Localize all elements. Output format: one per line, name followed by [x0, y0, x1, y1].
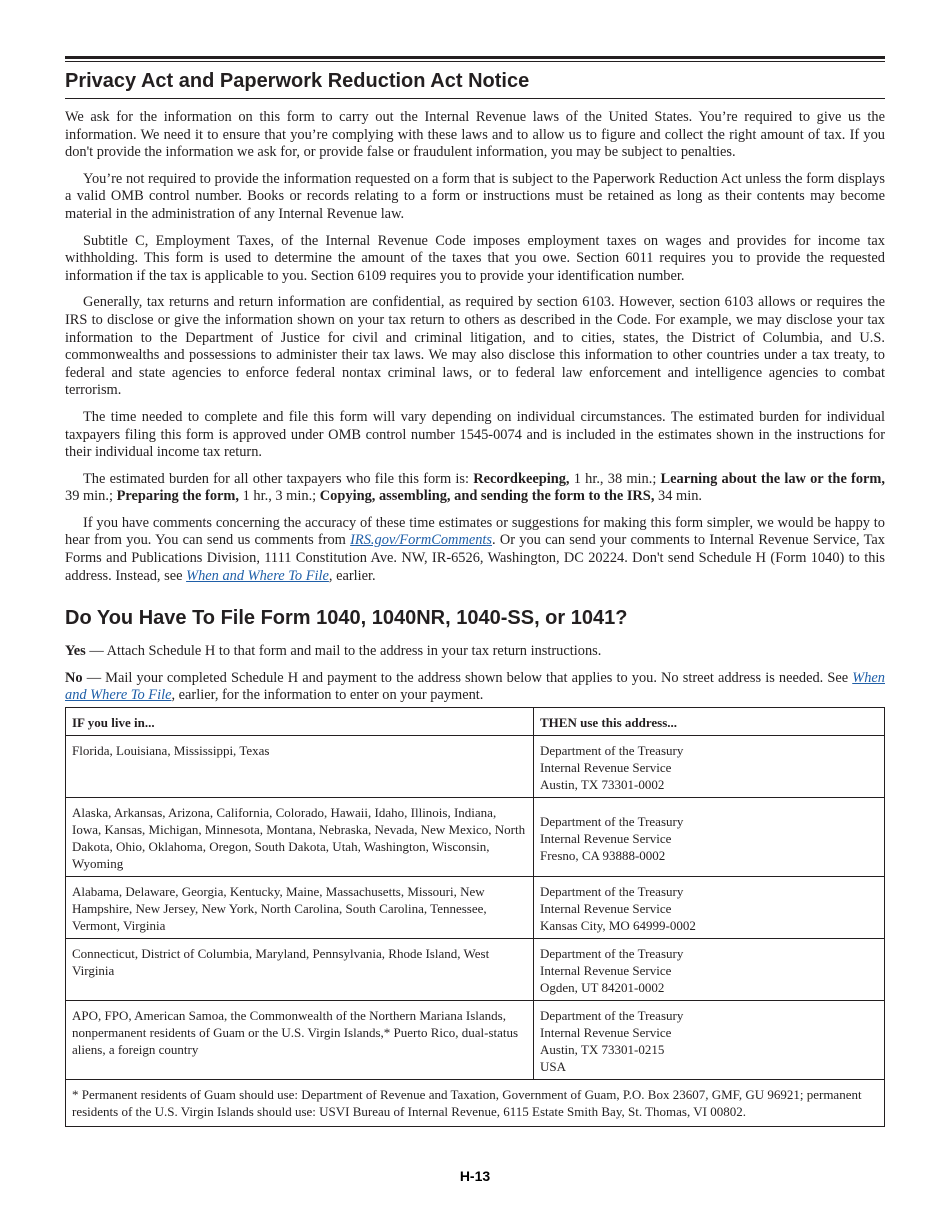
burden-preparing-label: Preparing the form, — [116, 488, 240, 505]
yes-text: — Attach Schedule H to that form and mail to the address in your tax return instructions. — [85, 643, 602, 660]
address-cell — [534, 939, 885, 1001]
states-cell: Alaska, Arkansas, Arizona, California, Colorado, Hawaii, Idaho, Illinois, Indiana, Iowa, Kansas, Michigan, Minnesota, Montana, Nebraska, Nevada, New Mexico, North Dakota, Ohio, Oklahoma, Oregon, South Dakota, Utah, Washington, Wisconsin, Wyoming — [66, 798, 534, 877]
comments-text-1: If you have comments concerning the accuracy of these time estimates or suggestions for making this form simpler, we would be happy to hear from you. You can send us comments from — [65, 514, 885, 549]
address-cell — [534, 736, 885, 798]
footnote-cell: * Permanent residents of Guam should use: Department of Revenue and Taxation, Government of Guam, P.O. Box 23607, GMF, GU 96921; permanent residents of the U.S. Virgin Islands should use: USVI Bureau of Internal Revenue, 6115 Estate Smith Bay, St. Thomas, VI 00802. — [66, 1080, 885, 1127]
address-line: Internal Revenue Service — [540, 963, 672, 979]
address-line: Department of the Treasury — [540, 813, 684, 829]
table-row — [66, 798, 885, 877]
address-table — [65, 707, 885, 1127]
yes-label: Yes — [65, 643, 86, 660]
header-if-you-live-in: IF you live in... — [66, 708, 534, 736]
address-line: Austin, TX 73301-0215 — [540, 1042, 665, 1058]
table-row — [66, 736, 885, 798]
address-line: Internal Revenue Service — [540, 830, 672, 846]
address-line: Austin, TX 73301-0002 — [540, 777, 665, 793]
comments-paragraph — [65, 515, 885, 585]
no-label: No — [65, 669, 83, 686]
privacy-paragraph-4: Generally, tax returns and return information are confidential, as required by section 6103. However, section 6103 allows or requires the IRS to disclose or give the information shown on your tax return to others as described in the Code. For example, we may disclose your tax information to the Department of Justice for civil and criminal litigation, and to cities, states, the District of Columbia, and U.S. commonwealths and possessions to administer their tax laws. We may also disclose this information to other countries under a tax treaty, to federal and state agencies to enforce federal nontax criminal laws, or to federal law enforcement and intelligence agencies to combat terrorism. — [65, 294, 885, 399]
page-number: H-13 — [459, 1168, 491, 1184]
states-cell: Florida, Louisiana, Mississippi, Texas — [66, 736, 534, 798]
burden-copying-label: Copying, assembling, and sending the form to the IRS, — [319, 488, 655, 505]
yes-paragraph — [65, 643, 885, 661]
states-cell: Alabama, Delaware, Georgia, Kentucky, Maine, Massachusetts, Missouri, New Hampshire, New Jersey, New York, North Carolina, South Carolina, Tennessee, Vermont, Virginia — [66, 877, 534, 939]
privacy-act-heading: Privacy Act and Paperwork Reduction Act Notice — [65, 70, 530, 92]
address-line: Department of the Treasury — [540, 1008, 684, 1024]
table-row — [66, 1001, 885, 1080]
address-cell — [534, 798, 885, 877]
when-where-to-file-link[interactable]: When and Where To File — [186, 567, 329, 584]
address-line: Ogden, UT 84201-0002 — [540, 980, 665, 996]
comments-text-2: . Or you can send your comments to Internal Revenue Service, Tax Forms and Publications Division, 1111 Constitution Ave. NW, IR-6526, Washington, DC 20224. Don't send Schedule H (Form 1040) to this address. Instead, see — [65, 532, 885, 584]
privacy-paragraph-2: You’re not required to provide the information requested on a form that is subject to the Paperwork Reduction Act unless the form displays a valid OMB control number. Books or records relating to a form or instructions must be retained as long as their contents may become material in the administration of any Internal Revenue law. — [65, 170, 885, 222]
states-cell: APO, FPO, American Samoa, the Commonwealth of the Northern Mariana Islands, nonpermanent residents of Guam or the U.S. Virgin Islands,* Puerto Rico, dual-status aliens, a foreign country — [66, 1001, 534, 1080]
table-row — [66, 877, 885, 939]
privacy-paragraph-3: Subtitle C, Employment Taxes, of the Internal Revenue Code imposes employment taxes on wages and provides for income tax withholding. This form is used to determine the amount of the taxes that you owe. Section 6011 requires you to provide the requested information if the tax is applicable to you. Section 6109 requires you to provide your identification number. — [65, 232, 885, 284]
top-rule — [65, 56, 885, 62]
address-line: Internal Revenue Service — [540, 901, 672, 917]
no-paragraph — [65, 670, 885, 705]
burden-intro: The estimated burden for all other taxpayers who file this form is: — [83, 470, 474, 487]
address-cell — [534, 877, 885, 939]
address-line: Internal Revenue Service — [540, 1025, 672, 1041]
page-content — [65, 56, 885, 1127]
burden-copying-time: 34 min. — [654, 488, 702, 505]
comments-text-3: , earlier. — [328, 567, 376, 584]
address-line: Internal Revenue Service — [540, 760, 672, 776]
address-line: USA — [540, 1059, 567, 1075]
burden-recordkeeping-time: 1 hr., 38 min.; — [569, 470, 661, 487]
header-then-use-address: THEN use this address... — [534, 708, 885, 736]
heading-rule — [65, 98, 885, 99]
address-line: Department of the Treasury — [540, 884, 684, 900]
no-text-1: — Mail your completed Schedule H and payment to the address shown below that applies to you. No street address is needed. See — [82, 669, 853, 686]
burden-preparing-time: 1 hr., 3 min.; — [239, 488, 320, 505]
address-line: Fresno, CA 93888-0002 — [540, 847, 666, 863]
table-header-row — [66, 708, 885, 736]
burden-learning-label: Learning about the law or the form, — [660, 470, 885, 487]
table-row — [66, 939, 885, 1001]
states-cell: Connecticut, District of Columbia, Maryland, Pennsylvania, Rhode Island, West Virginia — [66, 939, 534, 1001]
address-line: Department of the Treasury — [540, 743, 684, 759]
form-comments-link[interactable]: IRS.gov/FormComments — [350, 532, 493, 549]
burden-paragraph — [65, 471, 885, 506]
address-cell — [534, 1001, 885, 1080]
filing-heading: Do You Have To File Form 1040, 1040NR, 1040-SS, or 1041? — [65, 607, 628, 630]
privacy-paragraph-5: The time needed to complete and file this form will vary depending on individual circumstances. The estimated burden for individual taxpayers filing this form is approved under OMB control number 1545-0074 and is included in the estimates shown in the instructions for their individual income tax return. — [65, 408, 885, 461]
address-line: Kansas City, MO 64999-0002 — [540, 918, 696, 934]
no-text-2: , earlier, for the information to enter on your payment. — [171, 687, 484, 704]
burden-recordkeeping-label: Recordkeeping, — [473, 470, 570, 487]
burden-learning-time: 39 min.; — [65, 488, 117, 505]
when-where-to-file-link-2[interactable]: When and Where To File — [65, 669, 885, 704]
footnote-row — [66, 1080, 885, 1127]
address-line: Department of the Treasury — [540, 946, 684, 962]
privacy-paragraph-1: We ask for the information on this form to carry out the Internal Revenue laws of the United States. You’re required to give us the information. We need it to ensure that you’re complying with these laws and to allow us to figure and collect the right amount of tax. If you don't provide the information we ask for, or provide false or fraudulent information, you may be subject to penalties. — [65, 109, 885, 161]
